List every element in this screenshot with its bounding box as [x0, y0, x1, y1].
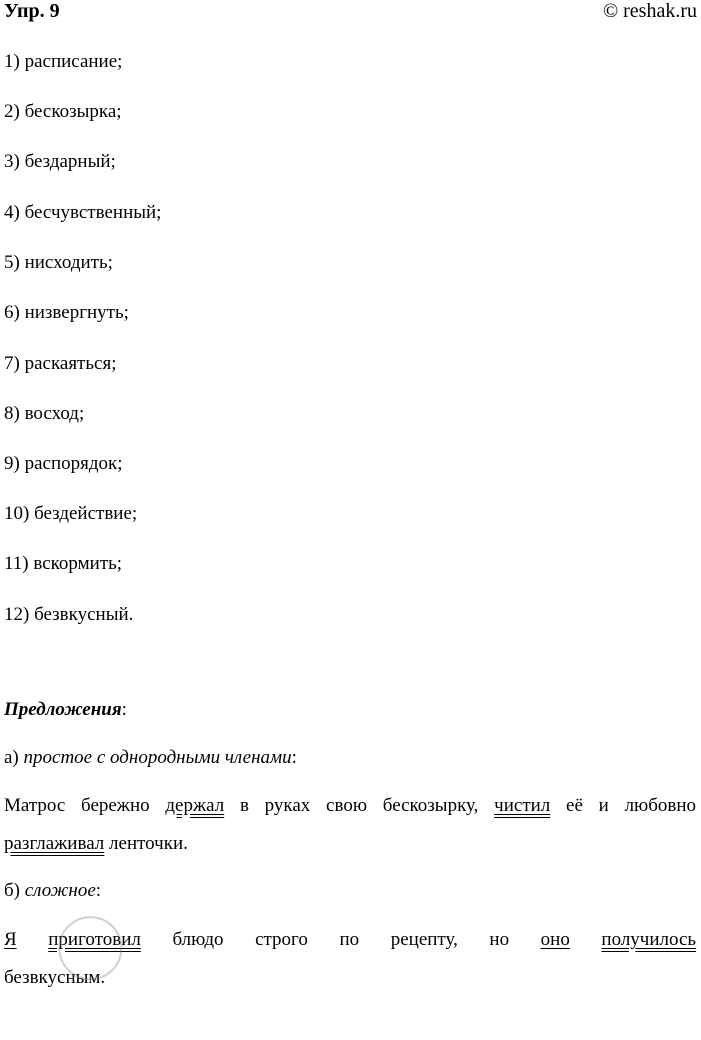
sentence-b-line1 — [4, 929, 696, 951]
predicate-word: разглаживал — [4, 833, 105, 854]
predicate-word: держал — [165, 795, 225, 816]
list-item: 8) восход; — [4, 403, 85, 424]
list-item: 10) бездействие; — [4, 503, 138, 524]
section-a-type: простое с однородными членами — [23, 747, 292, 768]
subject-word: Я — [4, 929, 17, 950]
section-b-marker: б) — [4, 880, 20, 901]
sentences-heading-text: Предложения — [4, 699, 122, 720]
section-b-type: сложное — [24, 880, 96, 901]
list-item: 3) бездарный; — [4, 151, 116, 172]
list-item: 12) безвкусный. — [4, 604, 134, 625]
list-item: 1) расписание; — [4, 51, 123, 72]
section-a-colon: : — [291, 747, 297, 768]
sentence-b-text: блюдо — [172, 929, 224, 950]
list-item: 4) бесчувственный; — [4, 202, 162, 223]
list-item: 6) низвергнуть; — [4, 302, 129, 323]
sentence-b-text: рецепту, — [390, 929, 458, 950]
sentence-b-line2: безвкусным. — [4, 967, 106, 988]
list-item: 5) нисходить; — [4, 252, 113, 273]
predicate-word: приготовил — [48, 929, 141, 950]
sentence-b-text: но — [489, 929, 510, 950]
sentences-heading-colon: : — [121, 699, 127, 720]
sentence-a-text: ленточки. — [109, 833, 188, 854]
sentence-a-line2 — [4, 833, 188, 855]
exercise-title: Упр. 9 — [4, 0, 60, 22]
sentence-a-text: в руках свою бескозырку, — [239, 795, 479, 816]
section-b-label — [4, 880, 101, 902]
list-item: 7) раскаяться; — [4, 353, 117, 374]
sentence-b-text: строго — [255, 929, 308, 950]
sentence-a-text: Матрос бережно — [4, 795, 150, 816]
list-item: 2) бескозырка; — [4, 101, 122, 122]
subject-word: оно — [540, 929, 570, 950]
list-item: 11) вскормить; — [4, 553, 123, 574]
sentences-heading — [4, 699, 127, 721]
site-copyright: © reshak.ru — [602, 0, 697, 22]
sentence-a-text: её и любовно — [566, 795, 697, 816]
predicate-word: чистил — [494, 795, 551, 816]
section-a-label — [4, 747, 297, 769]
list-item: 9) распорядок; — [4, 453, 123, 474]
sentence-a-line1 — [4, 795, 696, 817]
sentence-b-text: по — [339, 929, 360, 950]
predicate-word: получилось — [601, 929, 697, 950]
section-a-marker: а) — [4, 747, 19, 768]
section-b-colon: : — [95, 880, 102, 901]
